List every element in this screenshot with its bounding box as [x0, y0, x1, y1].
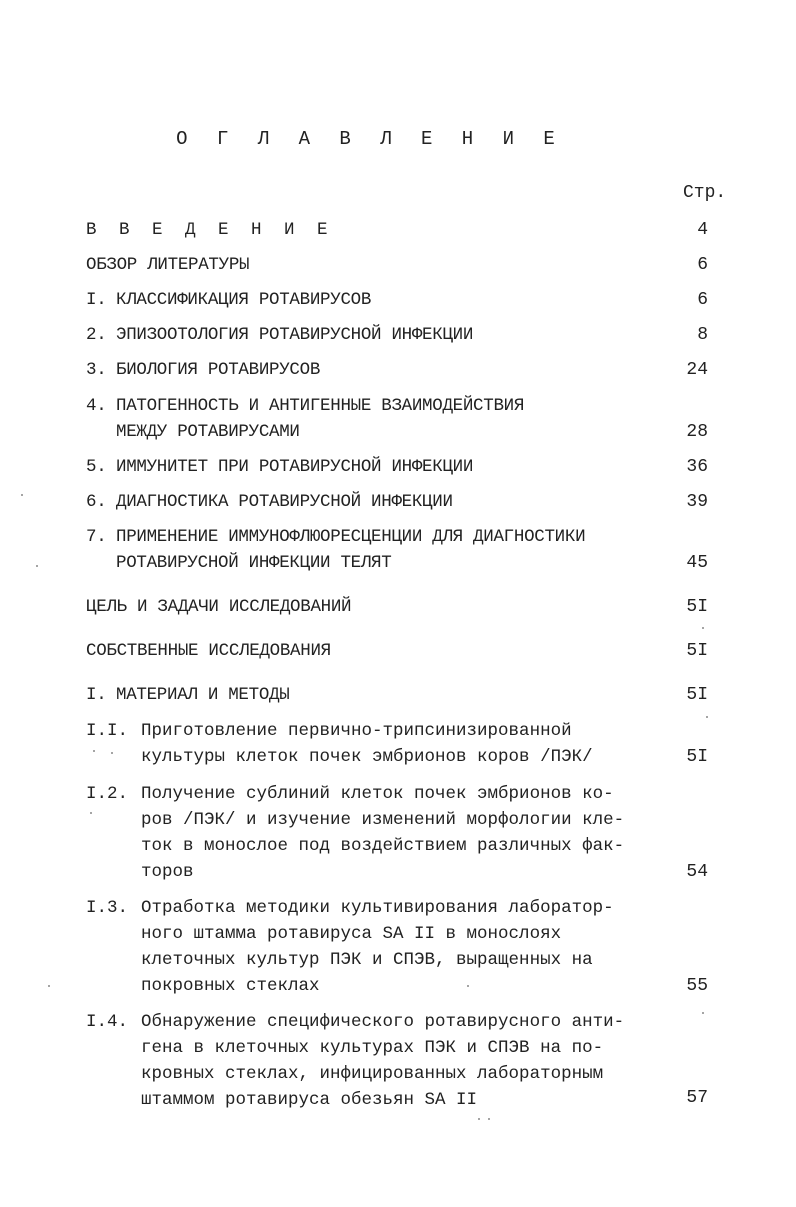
page-column-header: Стр.	[683, 183, 727, 203]
scan-speck	[48, 985, 50, 987]
toc-entry-goals	[86, 594, 351, 620]
toc-page-number: 39	[686, 492, 708, 512]
toc-entry-number: 7.	[86, 527, 107, 547]
toc-entry-text: ЦЕЛЬ И ЗАДАЧИ ИССЛЕДОВАНИЙ	[86, 597, 352, 617]
toc-entry-own-research	[86, 638, 331, 664]
toc-entry-text: Получение сублиний клеток почек эмбрионов ко-	[141, 784, 614, 804]
toc-entry	[86, 895, 614, 921]
scan-speck	[478, 1118, 480, 1120]
scan-speck	[36, 565, 38, 567]
toc-entry-continuation: гена в клеточных культурах ПЭК и СПЭВ на по-	[141, 1038, 604, 1058]
toc-page-number: 6	[697, 290, 708, 310]
toc-entry-text: ИММУНИТЕТ ПРИ РОТАВИРУСНОЙ ИНФЕКЦИИ	[116, 457, 474, 477]
scan-speck	[90, 812, 92, 814]
toc-entry-continuation: ток в монослое под воздействием различных фак-	[141, 836, 625, 856]
toc-entry	[86, 524, 585, 550]
toc-entry	[86, 357, 320, 383]
toc-entry-text: ПАТОГЕННОСТЬ И АНТИГЕННЫЕ ВЗАИМОДЕЙСТВИЯ	[116, 396, 525, 416]
toc-page-number: 8	[697, 325, 708, 345]
toc-entry-text: Обнаружение специфического ротавирусного анти-	[141, 1012, 625, 1032]
toc-page-number: 54	[686, 862, 708, 882]
toc-entry-text: Отработка методики культивирования лаборатор-	[141, 898, 614, 918]
toc-entry-text: В В Е Д Е Н И Е	[86, 220, 334, 240]
toc-entry-number: I.2.	[86, 784, 129, 804]
toc-entry-continuation: штаммом ротавируса обезьян SA II	[141, 1090, 478, 1110]
toc-page-number: 28	[686, 422, 708, 442]
toc-entry-text: СОБСТВЕННЫЕ ИССЛЕДОВАНИЯ	[86, 641, 331, 661]
toc-entry	[86, 322, 473, 348]
toc-page-number: 4	[697, 220, 708, 240]
toc-entry-continuation: культуры клеток почек эмбрионов коров /ПЭК/	[141, 747, 593, 767]
scan-speck	[467, 985, 469, 987]
toc-entry-text: ПРИМЕНЕНИЕ ИММУНОФЛЮОРЕСЦЕНЦИИ ДЛЯ ДИАГНОСТИКИ	[116, 527, 586, 547]
toc-entry-number: I.	[86, 290, 107, 310]
toc-entry-number: 3.	[86, 360, 107, 380]
toc-entry-continuation: клеточных культур ПЭК и СПЭВ, выращенных на	[141, 950, 593, 970]
toc-entry-text: Приготовление первично-трипсинизированной	[141, 721, 572, 741]
toc-entry-number: I.I.	[86, 721, 129, 741]
toc-entry-number: I.3.	[86, 898, 129, 918]
toc-page-number: 5I	[686, 747, 708, 767]
toc-entry-continuation: РОТАВИРУСНОЙ ИНФЕКЦИИ ТЕЛЯТ	[116, 553, 392, 573]
page-title: О Г Л А В Л Е Н И Е	[176, 128, 564, 150]
toc-entry-number: 4.	[86, 396, 107, 416]
toc-page-number: 5I	[686, 641, 708, 661]
toc-entry	[86, 393, 524, 419]
toc-entry	[86, 781, 614, 807]
toc-page-number: 24	[686, 360, 708, 380]
toc-entry-number: I.4.	[86, 1012, 129, 1032]
toc-entry	[86, 454, 473, 480]
scan-speck	[488, 1118, 490, 1120]
toc-entry	[86, 489, 453, 515]
toc-entry-number: I.	[86, 685, 107, 705]
toc-entry-introduction	[86, 217, 334, 243]
toc-entry-text: ДИАГНОСТИКА РОТАВИРУСНОЙ ИНФЕКЦИИ	[116, 492, 453, 512]
toc-page-number: 36	[686, 457, 708, 477]
toc-entry-number: 2.	[86, 325, 107, 345]
scan-speck	[111, 752, 113, 754]
toc-entry	[86, 682, 289, 708]
toc-page-number: 6	[697, 255, 708, 275]
toc-entry-continuation: торов	[141, 862, 194, 882]
toc-entry-number: 6.	[86, 492, 107, 512]
toc-entry-text: ОБЗОР ЛИТЕРАТУРЫ	[86, 255, 250, 275]
toc-entry-continuation: МЕЖДУ РОТАВИРУСАМИ	[116, 422, 300, 442]
toc-entry-literature-review	[86, 252, 249, 278]
toc-page-number: 5I	[686, 685, 708, 705]
toc-page-number: 57	[686, 1088, 708, 1108]
toc-entry-continuation: покровных стеклах	[141, 976, 320, 996]
toc-page-number: 5I	[686, 597, 708, 617]
toc-page-number: 55	[686, 976, 708, 996]
scan-speck	[93, 750, 95, 752]
toc-entry-text: БИОЛОГИЯ РОТАВИРУСОВ	[116, 360, 321, 380]
scan-speck	[21, 494, 23, 496]
scan-speck	[702, 1012, 704, 1014]
toc-entry-number: 5.	[86, 457, 107, 477]
scan-speck	[702, 627, 704, 629]
toc-entry	[86, 287, 371, 313]
toc-entry-text: ЭПИЗООТОЛОГИЯ РОТАВИРУСНОЙ ИНФЕКЦИИ	[116, 325, 474, 345]
toc-entry-continuation: ров /ПЭК/ и изучение изменений морфологии кле-	[141, 810, 625, 830]
toc-entry	[86, 1009, 624, 1035]
scan-speck	[706, 716, 708, 718]
toc-entry-text: КЛАССИФИКАЦИЯ РОТАВИРУСОВ	[116, 290, 372, 310]
toc-entry-text: МАТЕРИАЛ И МЕТОДЫ	[116, 685, 290, 705]
toc-entry	[86, 718, 572, 744]
toc-entry-continuation: ного штамма ротавируса SA II в монослоях	[141, 924, 562, 944]
toc-entry-continuation: кровных стеклах, инфицированных лабораторным	[141, 1064, 604, 1084]
toc-page-number: 45	[686, 553, 708, 573]
